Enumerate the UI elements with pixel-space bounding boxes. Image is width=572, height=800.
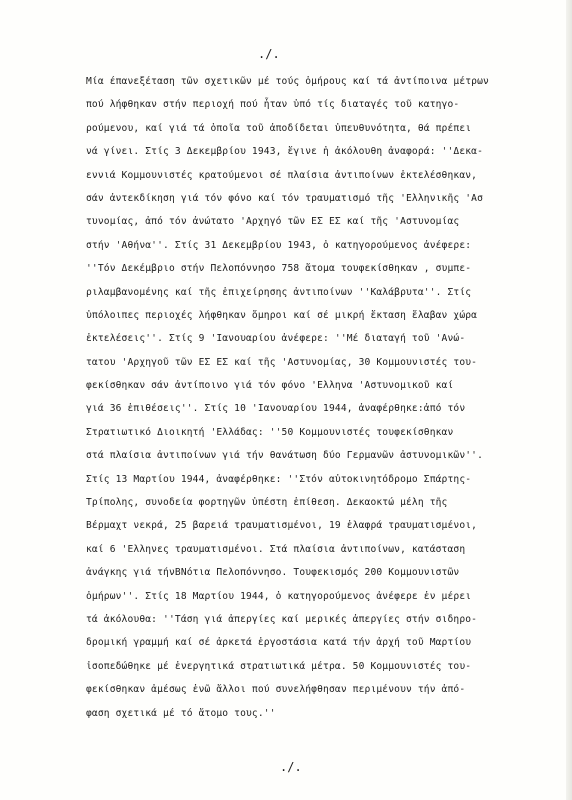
typewritten-paragraph <box>86 70 566 725</box>
text-line: Βέρμαχτ νεκρά, 25 βαρειά τραυματισμένοι, 19 ἐλαφρά τραυματισμένοι, <box>86 520 478 532</box>
text-line: στήν 'Αθήνα''. Στίς 31 Δεκεμβρίου 1943, ὁ κατηγορούμενος ἀνέφερε: <box>86 239 472 251</box>
text-line: στά πλαίσια ἀντιποίνων γιά τήν θανάτωση δύο Γερμανῶν ἀστυνομικῶν''. <box>86 450 484 462</box>
text-line: σάν ἀντεκδίκηση γιά τόν φόνο καί τόν τραυματισμό τῆς 'Ελληνικῆς 'Ασ <box>86 192 484 204</box>
text-line: Στίς 13 Μαρτίου 1944, ἀναφέρθηκε: ''Στόν αὐτοκινητόδρομο Σπάρτης- <box>86 473 472 485</box>
text-line: ρούμενου, καί γιά τά ὁποῖα τοῦ ἀποδίδεται ὑπευθυνότητα, θά πρέπει <box>86 122 472 134</box>
text-line: ἀνάγκης γιά τήνΒΝότια Πελοπόννησο. Τουφεκισμός 200 Κομμουνιστῶν <box>86 567 460 579</box>
text-line: ριλαμβανομένης καί τῆς ἐπιχείρησης ἀντιποίνων ''Καλάβρυτα''. Στίς <box>86 286 472 298</box>
text-line: φαση σχετικά μέ τό ἄτομο τους.'' <box>86 707 276 719</box>
text-line: τυνομίας, ἀπό τόν ἀνώτατο 'Αρχηγό τῶν ΕΣ ΕΣ καί τῆς 'Αστυνομίας <box>86 216 460 228</box>
text-line: εννιά Κομμουνιστές κρατούμενοι σέ πλαίσια ἀντιποίνων ἐκτελέσθηκαν, <box>86 169 478 181</box>
text-line: νά γίνει. Στίς 3 Δεκεμβρίου 1943, ἔγινε ἡ ἀκόλουθη ἀναφορά: ''Δεκα- <box>86 146 484 158</box>
text-line: πού λήφθηκαν στήν περιοχή πού ἦταν ὑπό τίς διαταγές τοῦ κατηγο- <box>86 99 460 111</box>
text-line: Τρίπολης, συνοδεία φορτηγῶν ὑπέστη ἐπίθεση. Δεκαοκτώ μέλη τῆς <box>86 497 448 509</box>
text-line: γιά 36 ἐπιθέσεις''. Στίς 10 'Ιανουαρίου 1944, ἀναφέρθηκε:ἀπό τόν <box>86 403 466 415</box>
text-line: Μία έπανεξέταση τῶν σχετικῶν μέ τούς ὀμήρους καί τά ἀντίποινα μέτρων <box>86 76 489 87</box>
text-line: ἐκτελέσεις''. Στίς 9 'Ιανουαρίου ἀνέφερε: ''Μέ διαταγή τοῦ 'Ανώ- <box>86 333 466 345</box>
text-line: ''Τόν Δεκέμβριο στήν Πελοπόννησο 758 ἄτομα τουφεκίσθηκαν , συμπε- <box>86 263 472 275</box>
page-continuation-mark-bottom: ./. <box>280 760 302 774</box>
text-line: ὀμήρων''. Στίς 18 Μαρτίου 1944, ὁ κατηγορούμενος ἀνέφερε ἐν μέρει <box>86 590 472 602</box>
text-line: καί 6 'Ελληνες τραυματισμένοι. Στά πλαίσια ἀντιποίνων, κατάσταση <box>86 543 466 555</box>
text-line: φεκίσθηκαν ἀμέσως ἐνῶ ἄλλοι πού συνελήφθησαν περιμένουν τήν ἀπό- <box>86 684 466 696</box>
page-edge-shadow <box>566 0 572 800</box>
text-line: τά ἀκόλουθα: ''Τάση γιά ἀπεργίες καί μερικές ἀπεργίες στήν σιδηρο- <box>86 613 478 625</box>
text-line: τατου 'Αρχηγοῦ τῶν ΕΣ ΕΣ καί τῆς 'Αστυνομίας, 30 Κομμουνιστές του- <box>86 356 478 368</box>
text-line: ἰσοπεδώθηκε μέ ἐνεργητικά στρατιωτικά μέτρα. 50 Κομμουνιστές του- <box>86 660 472 672</box>
text-line: Στρατιωτικό Διοικητή 'Ελλάδας: ''50 Κομμουνιστές τουφεκίσθηκαν <box>86 426 454 438</box>
text-line: δρομική γραμμή καί σέ ἀρκετά ἐργοστάσια κατά τήν ἀρχή τοῦ Μαρτίου <box>86 637 472 649</box>
text-line: φεκίσθηκαν σάν ἀντίποινο γιά τόν φόνο 'Ελληνα 'Αστυνομικοῦ καί <box>86 380 454 392</box>
text-line: ὑπόλοιπες περιοχές λήφθηκαν ὄμηροι καί σέ μικρή ἔκταση ἔλαβαν χώρα <box>86 309 478 321</box>
page-continuation-mark-top: ./. <box>258 47 280 61</box>
